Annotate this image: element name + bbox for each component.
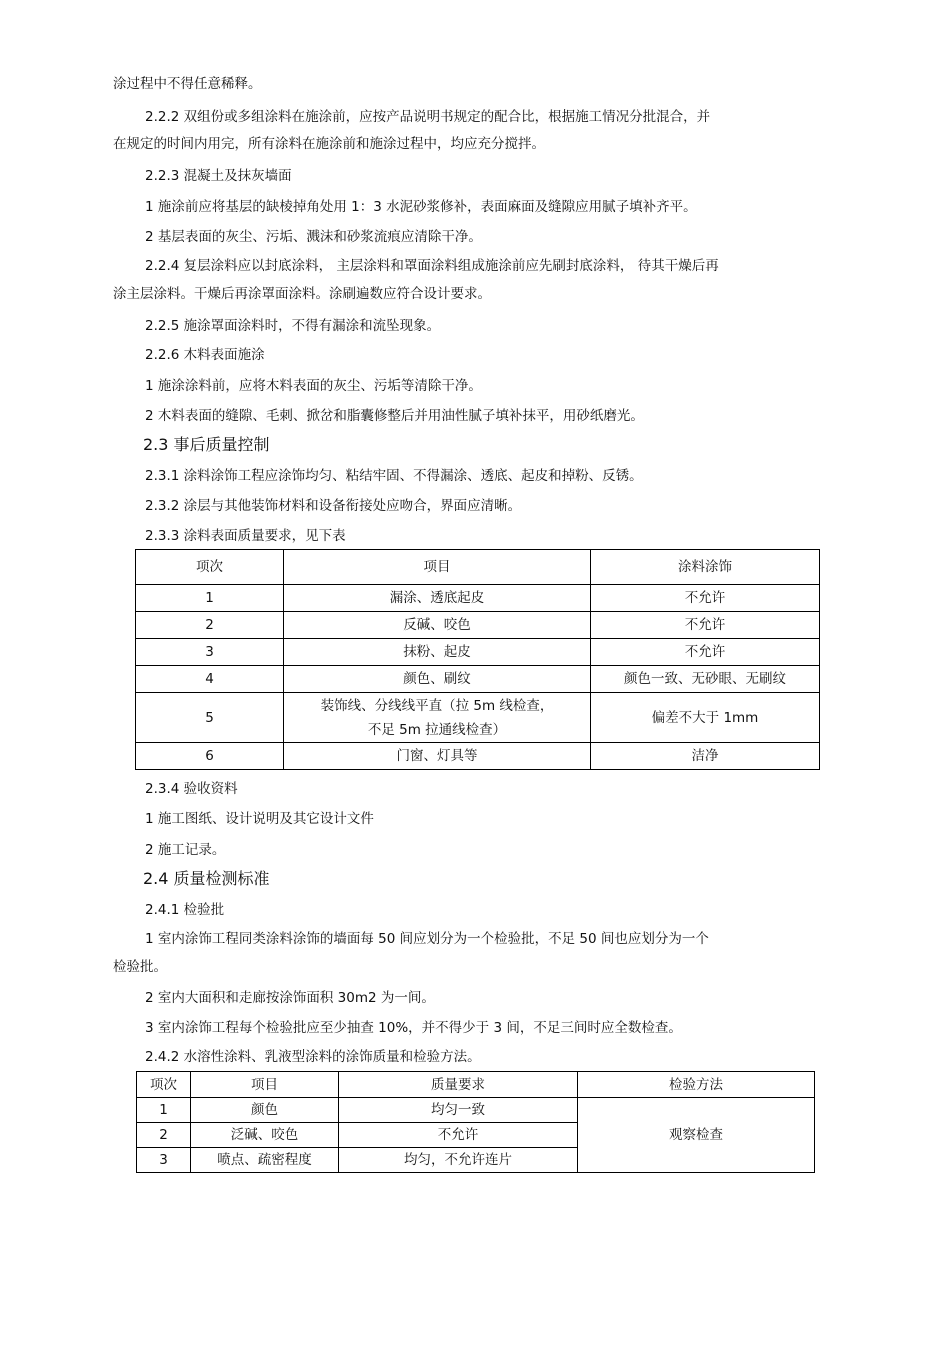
table-cell: 1 — [136, 585, 284, 612]
table-row — [136, 612, 820, 639]
section-heading: 2.2.6 木料表面施涂 — [145, 347, 265, 363]
paint-quality-table — [136, 1071, 815, 1173]
paragraph: 涂过程中不得任意稀释。 — [113, 76, 262, 92]
table-cell: 2 — [136, 612, 284, 639]
table-cell: 5 — [136, 693, 284, 743]
table-cell: 漏涂、透底起皮 — [284, 585, 591, 612]
table-header-cell: 项目 — [284, 550, 591, 585]
heading-2-4: 2.4 质量检测标准 — [143, 869, 270, 888]
section-heading: 2.2.3 混凝土及抹灰墙面 — [145, 168, 292, 184]
paragraph: 3 室内涂饰工程每个检验批应至少抽查 10%，并不得少于 3 间，不足三间时应全数检查。 — [145, 1020, 682, 1036]
paragraph: 2.2.5 施涂罩面涂料时，不得有漏涂和流坠现象。 — [145, 318, 441, 334]
table-cell: 抹粉、起皮 — [284, 639, 591, 666]
table-cell: 不允许 — [339, 1123, 578, 1148]
table-cell: 不允许 — [591, 585, 820, 612]
table-header-cell: 项次 — [137, 1072, 191, 1098]
table-cell: 不允许 — [591, 639, 820, 666]
table-cell-line: 装饰线、分线线平直（拉 5m 线检查， — [320, 697, 554, 714]
table-row — [137, 1098, 815, 1123]
table-row — [136, 585, 820, 612]
section-heading: 2.4.2 水溶性涂料、乳液型涂料的涂饰质量和检验方法。 — [145, 1049, 481, 1065]
table-header-cell: 质量要求 — [339, 1072, 578, 1098]
paragraph: 在规定的时间内用完，所有涂料在施涂前和施涂过程中，均应充分搅拌。 — [113, 136, 545, 152]
table-header-cell: 检验方法 — [578, 1072, 815, 1098]
table-row — [136, 639, 820, 666]
paragraph: 涂主层涂料。干燥后再涂罩面涂料。涂刷遍数应符合设计要求。 — [113, 286, 491, 302]
paragraph: 1 施涂前应将基层的缺棱掉角处用 1：3 水泥砂浆修补，表面麻面及缝隙应用腻子填补齐平。 — [145, 199, 697, 215]
table-cell: 1 — [137, 1098, 191, 1123]
table-cell: 均匀一致 — [339, 1098, 578, 1123]
table-cell: 颜色、刷纹 — [284, 666, 591, 693]
table-cell: 4 — [136, 666, 284, 693]
table-row — [136, 666, 820, 693]
paragraph: 2 基层表面的灰尘、污垢、溅沫和砂浆流痕应清除干净。 — [145, 229, 482, 245]
table-cell: 均匀，不允许连片 — [339, 1148, 578, 1173]
table-cell: 喷点、疏密程度 — [191, 1148, 339, 1173]
table-cell: 不允许 — [591, 612, 820, 639]
table-cell: 3 — [136, 639, 284, 666]
table-header-row — [137, 1072, 815, 1098]
paragraph: 2.3.1 涂料涂饰工程应涂饰均匀、粘结牢固、不得漏涂、透底、起皮和掉粉、反锈。 — [145, 468, 643, 484]
paragraph: 2 木料表面的缝隙、毛刺、掀岔和脂囊修整后并用油性腻子填补抹平，用砂纸磨光。 — [145, 408, 644, 424]
table-row — [136, 743, 820, 770]
paragraph: 2.2.2 双组份或多组涂料在施涂前，应按产品说明书规定的配合比，根据施工情况分批混合，并 — [145, 109, 711, 125]
paragraph: 1 施工图纸、设计说明及其它设计文件 — [145, 811, 374, 827]
table-cell: 反碱、咬色 — [284, 612, 591, 639]
paragraph: 2 施工记录。 — [145, 842, 226, 858]
table-cell: 6 — [136, 743, 284, 770]
heading-2-3: 2.3 事后质量控制 — [143, 435, 270, 454]
paragraph: 1 室内涂饰工程同类涂料涂饰的墙面每 50 间应划分为一个检验批，不足 50 间也应划分为一个 — [145, 931, 709, 947]
table-cell: 门窗、灯具等 — [284, 743, 591, 770]
table-cell: 泛碱、咬色 — [191, 1123, 339, 1148]
table-cell: 2 — [137, 1123, 191, 1148]
surface-quality-table — [135, 549, 820, 770]
paragraph: 2.3.2 涂层与其他装饰材料和设备衔接处应吻合，界面应清晰。 — [145, 498, 522, 514]
table-cell: 3 — [137, 1148, 191, 1173]
table-header-row — [136, 550, 820, 585]
table-cell-line: 不足 5m 拉通线检查） — [367, 721, 507, 738]
table-cell-inspection-method: 观察检查 — [578, 1098, 815, 1173]
table-cell: 偏差不大于 1mm — [591, 693, 820, 743]
table-cell: 颜色 — [191, 1098, 339, 1123]
table-cell: 颜色一致、无砂眼、无刷纹 — [591, 666, 820, 693]
table-header-cell: 涂料涂饰 — [591, 550, 820, 585]
paragraph: 2 室内大面积和走廊按涂饰面积 30m2 为一间。 — [145, 990, 435, 1006]
paragraph: 2.3.3 涂料表面质量要求，见下表 — [145, 528, 346, 544]
paragraph: 检验批。 — [113, 959, 167, 975]
section-heading: 2.3.4 验收资料 — [145, 781, 238, 797]
section-heading: 2.4.1 检验批 — [145, 902, 225, 918]
paragraph: 2.2.4 复层涂料应以封底涂料， 主层涂料和罩面涂料组成施涂前应先刷封底涂料， 待其干燥后再 — [145, 258, 719, 274]
table-cell — [284, 693, 591, 743]
table-row — [136, 693, 820, 743]
table-cell: 洁净 — [591, 743, 820, 770]
table-header-cell: 项次 — [136, 550, 284, 585]
paragraph: 1 施涂涂料前，应将木料表面的灰尘、污垢等清除干净。 — [145, 378, 482, 394]
table-header-cell: 项目 — [191, 1072, 339, 1098]
